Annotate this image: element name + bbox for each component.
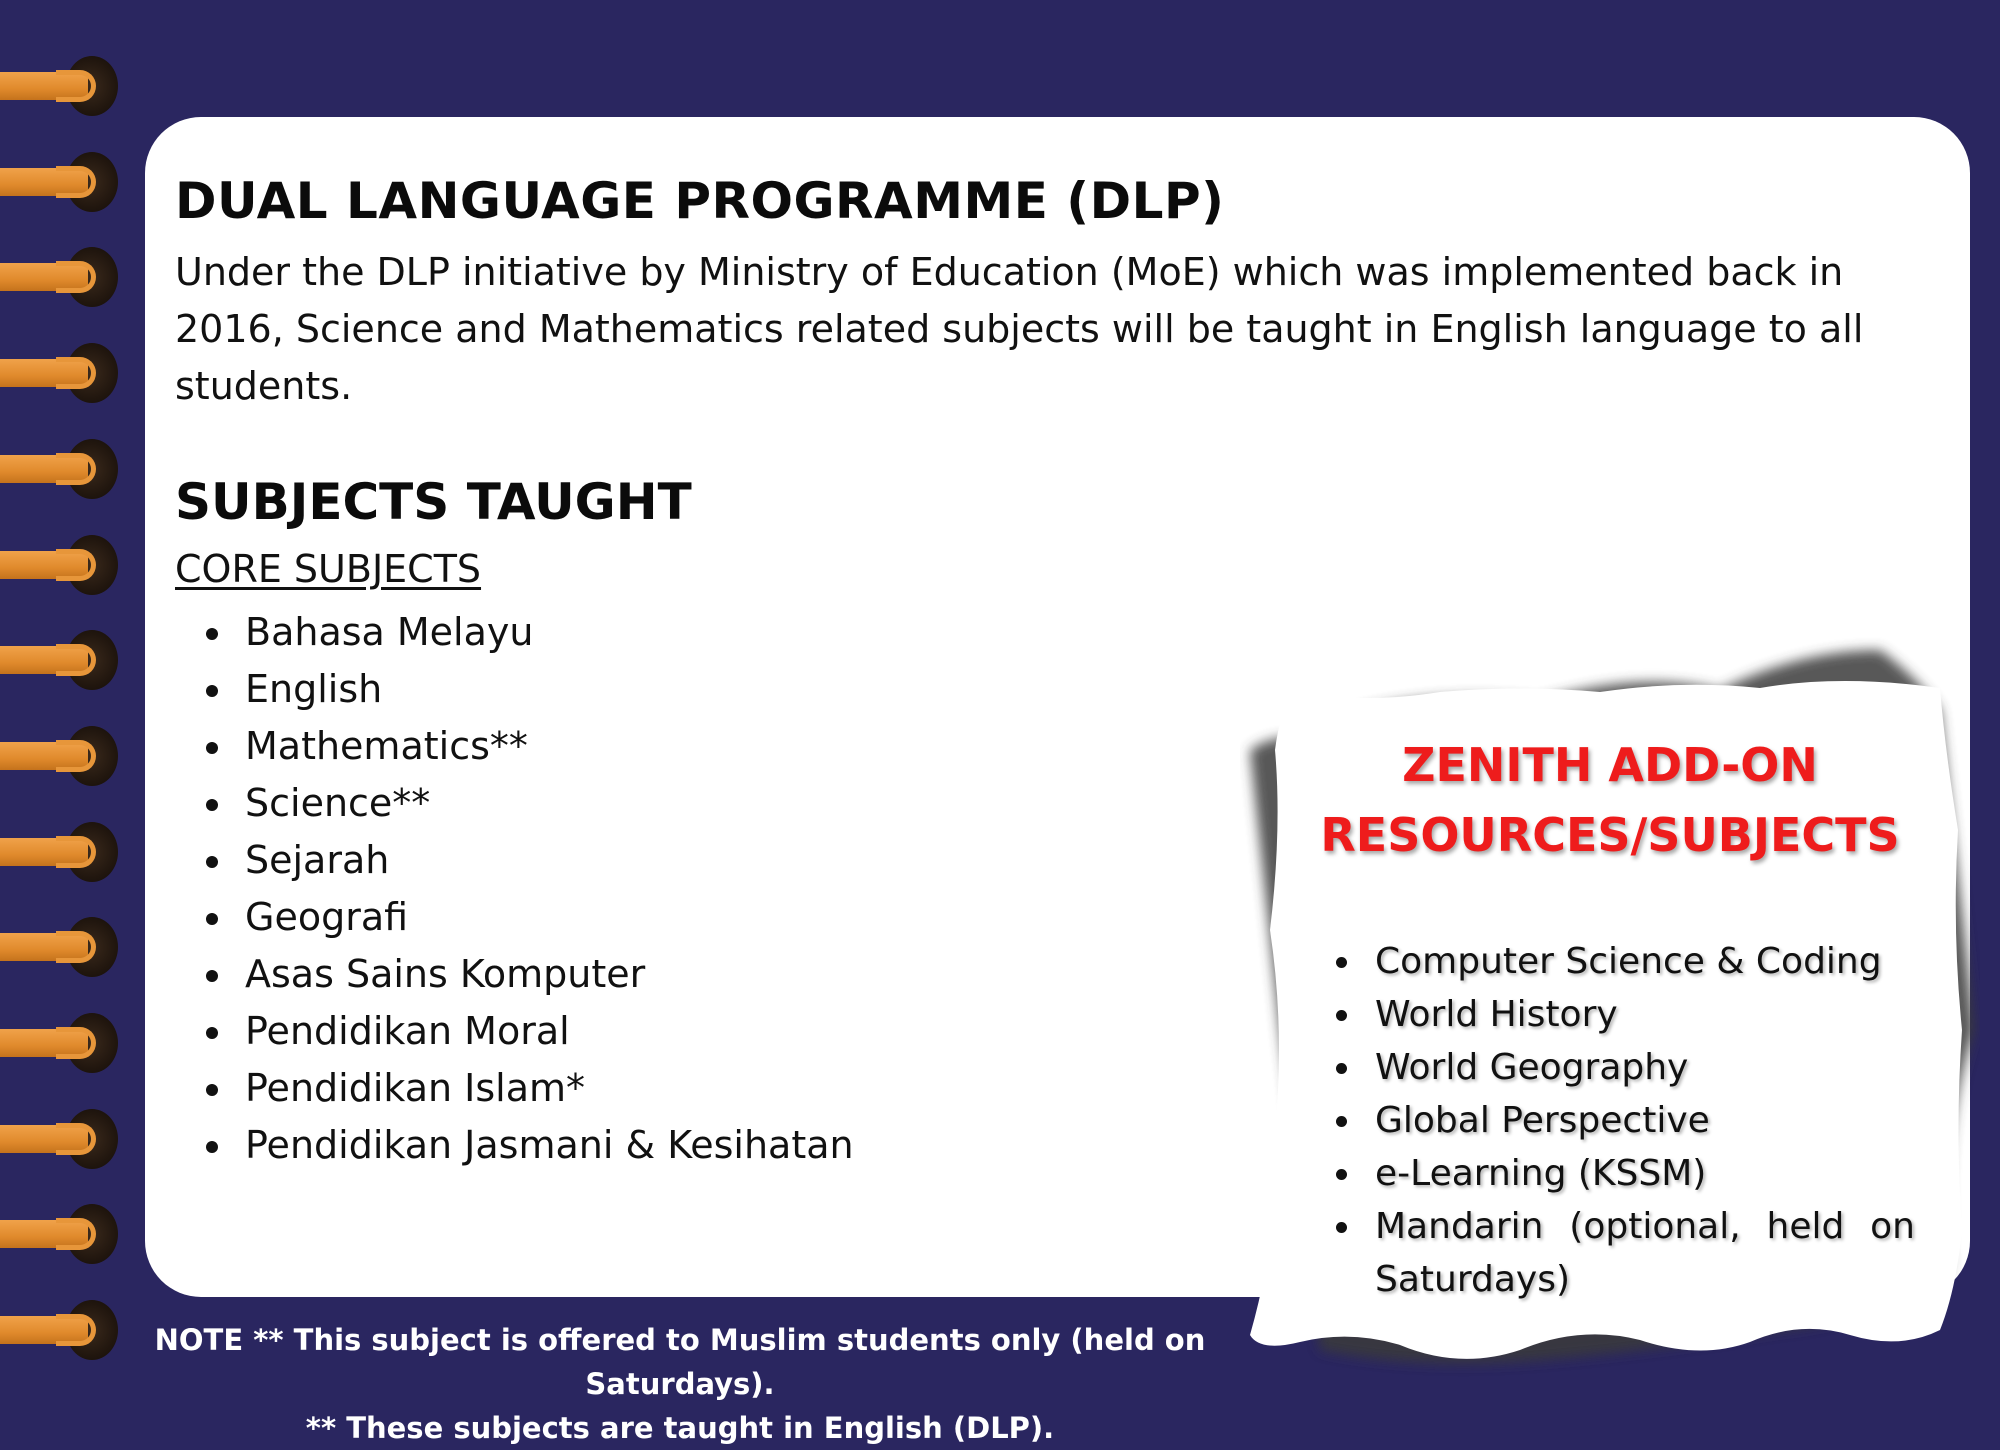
binding-ring bbox=[0, 247, 125, 307]
list-item: World Geography bbox=[1330, 1041, 1915, 1094]
addon-title-line2: RESOURCES/SUBJECTS bbox=[1320, 808, 1900, 862]
core-subjects-list bbox=[190, 604, 854, 1174]
subjects-heading: SUBJECTS TAUGHT bbox=[175, 473, 692, 531]
list-item: World History bbox=[1330, 988, 1915, 1041]
footnote bbox=[60, 1318, 1300, 1450]
core-subjects-label: CORE SUBJECTS bbox=[175, 547, 482, 591]
addon-title bbox=[1280, 730, 1940, 870]
addon-title-line1: ZENITH ADD-ON bbox=[1402, 738, 1818, 792]
binding-ring bbox=[0, 152, 125, 212]
list-item: Pendidikan Jasmani & Kesihatan bbox=[190, 1117, 854, 1174]
binding-ring bbox=[0, 343, 125, 403]
list-item: Computer Science & Coding bbox=[1330, 935, 1915, 988]
binding-ring bbox=[0, 630, 125, 690]
binding-ring bbox=[0, 1013, 125, 1073]
binding-ring bbox=[0, 822, 125, 882]
list-item: Bahasa Melayu bbox=[190, 604, 854, 661]
spiral-binding bbox=[0, 56, 130, 1376]
intro-paragraph: Under the DLP initiative by Ministry of Education (MoE) which was implemented back in 2016, Science and Mathematics related subjects will be taught in English language to all students. bbox=[175, 250, 1864, 408]
list-item: Science** bbox=[190, 775, 854, 832]
footnote-line2: ** These subjects are taught in English (DLP). bbox=[305, 1411, 1055, 1445]
binding-ring bbox=[0, 726, 125, 786]
binding-ring bbox=[0, 56, 125, 116]
list-item: Pendidikan Islam* bbox=[190, 1060, 854, 1117]
addon-subjects-list bbox=[1330, 935, 1915, 1306]
list-item: Asas Sains Komputer bbox=[190, 946, 854, 1003]
binding-ring bbox=[0, 439, 125, 499]
list-item: English bbox=[190, 661, 854, 718]
binding-ring bbox=[0, 535, 125, 595]
list-item: Global Perspective bbox=[1330, 1094, 1915, 1147]
list-item: Sejarah bbox=[190, 832, 854, 889]
binding-ring bbox=[0, 1109, 125, 1169]
list-item: Mathematics** bbox=[190, 718, 854, 775]
page-title: DUAL LANGUAGE PROGRAMME (DLP) bbox=[175, 172, 1225, 230]
binding-ring bbox=[0, 1204, 125, 1264]
binding-ring bbox=[0, 917, 125, 977]
footnote-line1: NOTE ** This subject is offered to Muslim students only (held on Saturdays). bbox=[154, 1323, 1206, 1401]
list-item: Mandarin (optional, held on Saturdays) bbox=[1330, 1200, 1915, 1306]
list-item: e-Learning (KSSM) bbox=[1330, 1147, 1915, 1200]
list-item: Geografi bbox=[190, 889, 854, 946]
list-item: Pendidikan Moral bbox=[190, 1003, 854, 1060]
